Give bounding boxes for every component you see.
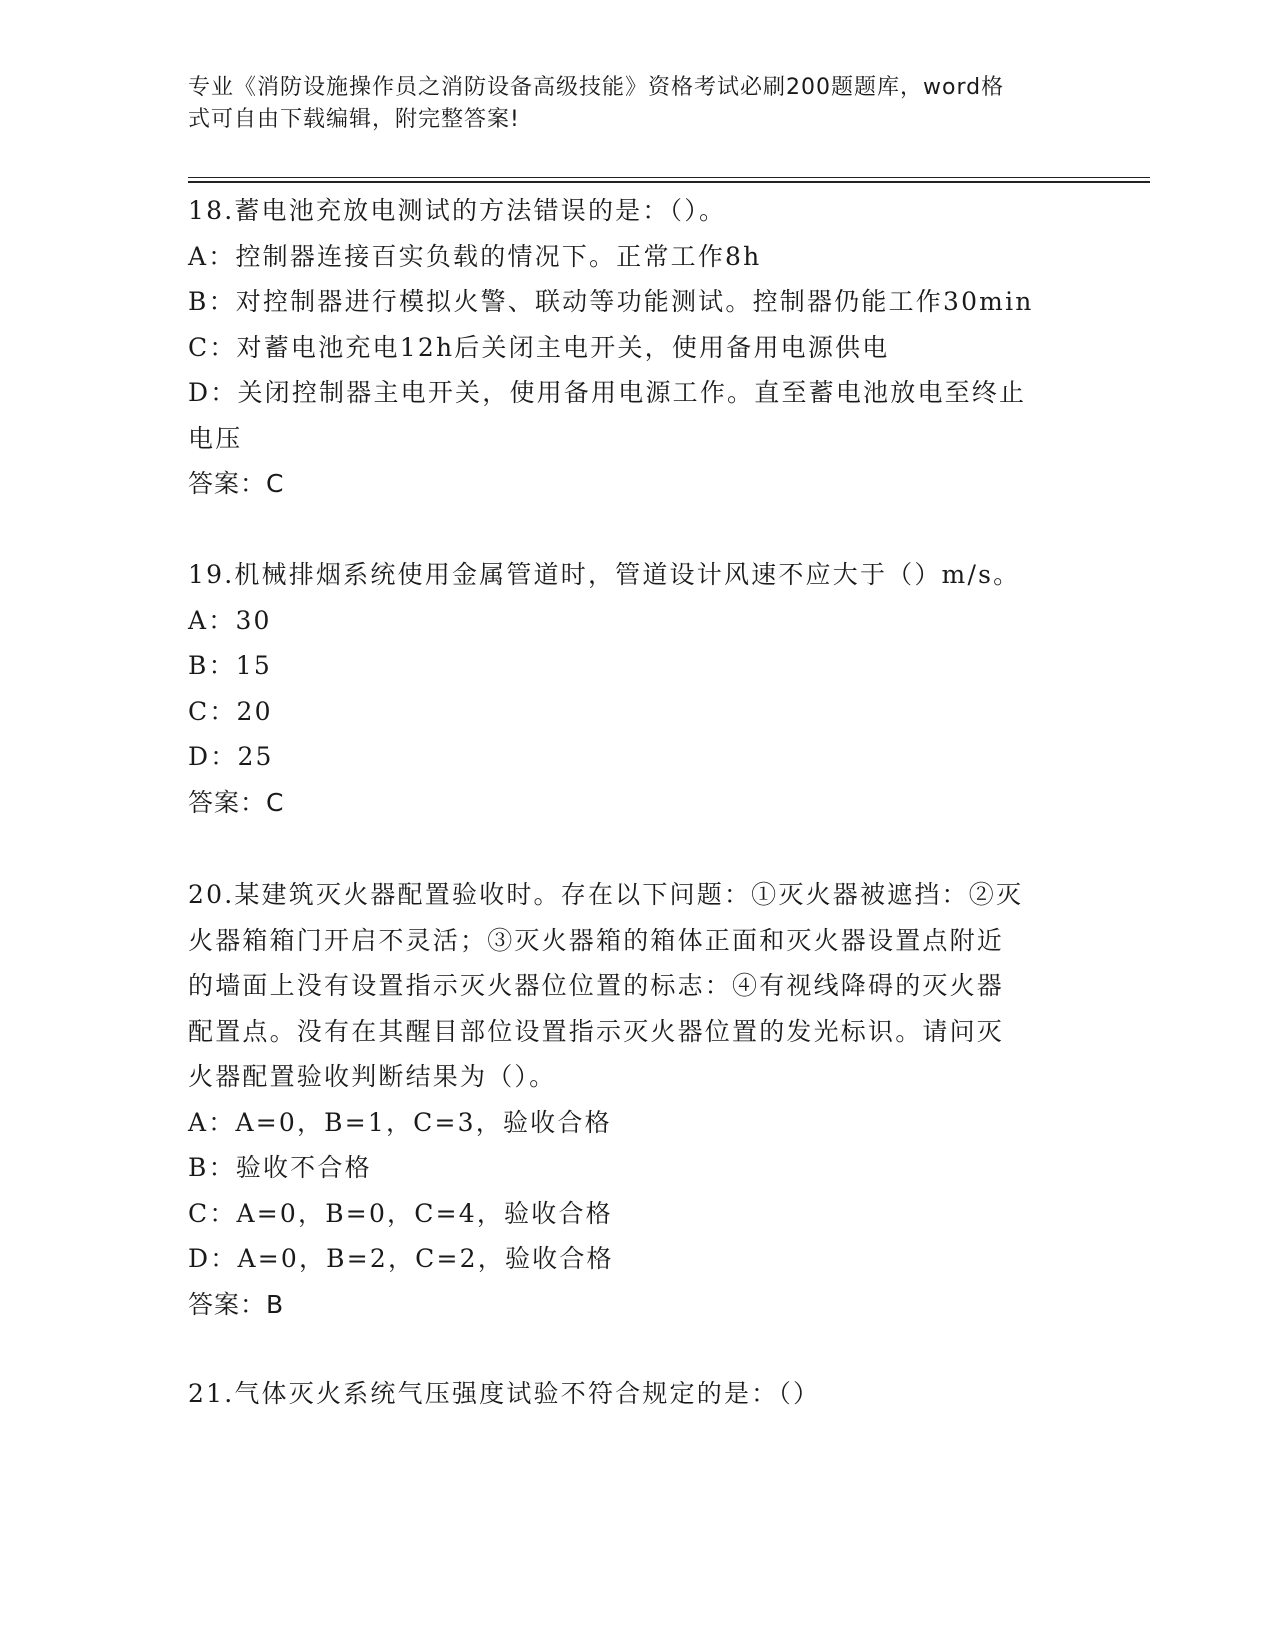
option-d: D：A=0，B=2，C=2，验收合格 — [188, 1244, 614, 1273]
option-d: D：25 — [188, 742, 274, 771]
question-stem-line-5: 火器配置验收判断结果为（）。 — [188, 1062, 557, 1091]
option-a: A：30 — [188, 605, 272, 635]
question-stem-line-1: 20.某建筑灭火器配置验收时。存在以下问题：①灭火器被遮挡：②灭 — [188, 880, 1024, 909]
header-divider-thin — [188, 177, 1150, 178]
option-b: B：验收不合格 — [188, 1153, 372, 1182]
question-stem: 18.蓄电池充放电测试的方法错误的是：（）。 — [188, 196, 727, 225]
option-b: B：15 — [188, 651, 272, 680]
answer: 答案：C — [188, 469, 285, 498]
question-stem: 19.机械排烟系统使用金属管道时，管道设计风速不应大于（）m/s。 — [188, 560, 1021, 589]
option-d-continued: 电压 — [188, 423, 243, 453]
header-line-1: 专业《消防设施操作员之消防设备高级技能》资格考试必刷200题题库，word格 — [188, 75, 1005, 100]
question-stem-line-2: 火器箱箱门开启不灵活；③灭火器箱的箱体正面和灭火器设置点附近 — [188, 925, 1005, 955]
question-20 — [188, 872, 1068, 1327]
header-line-2: 式可自由下载编辑，附完整答案! — [188, 107, 520, 132]
option-d: D：关闭控制器主电开关，使用备用电源工作。直至蓄电池放电至终止 — [188, 378, 1027, 407]
header-divider-thick — [188, 181, 1150, 183]
option-a: A：控制器连接百实负载的情况下。正常工作8h — [188, 241, 762, 271]
option-b: B：对控制器进行模拟火警、联动等功能测试。控制器仍能工作30min — [188, 287, 1034, 316]
document-header — [188, 72, 1068, 136]
question-stem: 21.气体灭火系统气压强度试验不符合规定的是：（） — [188, 1379, 821, 1408]
answer: 答案：C — [188, 787, 285, 817]
question-stem-line-4: 配置点。没有在其醒目部位设置指示灭火器位置的发光标识。请问灭 — [188, 1016, 1005, 1046]
option-c: C：A=0，B=0，C=4，验收合格 — [188, 1198, 613, 1228]
option-a: A：A=0，B=1，C=3，验收合格 — [188, 1107, 612, 1137]
option-c: C：对蓄电池充电12h后关闭主电开关，使用备用电源供电 — [188, 332, 890, 362]
question-18 — [188, 188, 1068, 507]
answer: 答案：B — [188, 1289, 285, 1319]
question-21 — [188, 1371, 1068, 1417]
question-19 — [188, 552, 1068, 825]
question-stem-line-3: 的墙面上没有设置指示灭火器位位置的标志：④有视线降碍的灭火器 — [188, 971, 1005, 1000]
option-c: C：20 — [188, 696, 273, 726]
